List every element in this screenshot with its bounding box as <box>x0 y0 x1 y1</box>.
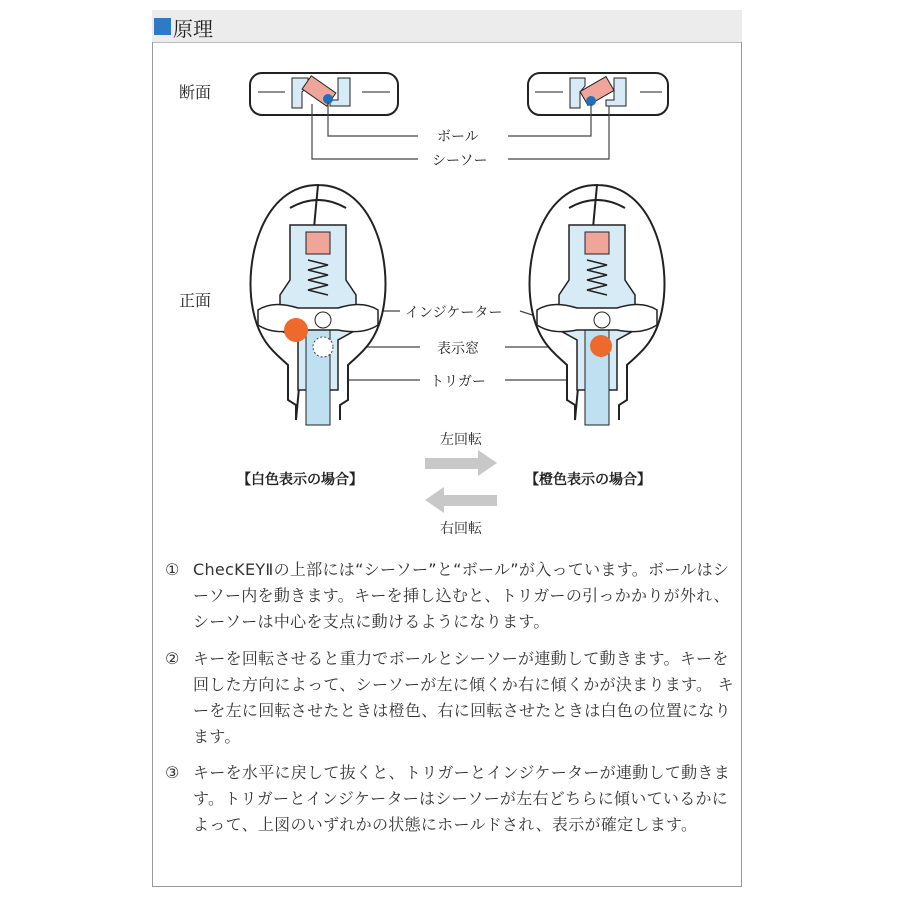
front-view-right <box>530 185 665 425</box>
rotate-right-arrow-icon <box>425 450 497 476</box>
paragraph-2 <box>165 646 735 750</box>
paragraph-number: ③ <box>165 763 180 782</box>
section-title: 原理 <box>173 17 213 41</box>
rotate-left-arrow-icon <box>425 487 497 513</box>
front-label: 正面 <box>179 291 212 310</box>
paragraph-1 <box>165 557 735 635</box>
front-view-left <box>251 185 386 425</box>
trigger-label: トリガー <box>430 374 486 390</box>
white-case-label: 【白色表示の場合】 <box>237 472 363 488</box>
window-label: 表示窓 <box>437 341 479 357</box>
indicator-label: インジケーター <box>405 305 503 321</box>
cross-section-right <box>528 73 668 115</box>
paragraph-number: ② <box>165 649 180 668</box>
rotate-right-label: 右回転 <box>440 521 482 537</box>
ball-label: ボール <box>437 129 479 145</box>
paragraph-3 <box>165 760 735 838</box>
rotate-left-label: 左回転 <box>440 432 482 448</box>
paragraph-number: ① <box>165 560 180 579</box>
cross-section-label: 断面 <box>179 83 212 102</box>
cross-section-left <box>250 73 398 115</box>
paragraph-text: キーを回転させると重力でボールとシーソーが連動して動きます。キーを回した方向によって、シーソーが左に傾くか右に傾くかが決まります。 キーを左に回転させたときは橙色、右に回転させたときは白色の位置になります。 <box>193 649 735 746</box>
orange-case-label: 【橙色表示の場合】 <box>525 472 651 488</box>
paragraph-text: ChecKEYⅡの上部には“シーソー”と“ボール”が入っています。ボールはシーソー内を動きます。キーを挿し込むと、トリガーの引っかかりが外れ、シーソーは中心を支点に動けるようになります。 <box>193 560 730 631</box>
paragraph-text: キーを水平に戻して抜くと、トリガーとインジケーターが連動して動きます。トリガーとインジケーターはシーソーが左右どちらに傾いているかによって、上図のいずれかの状態にホールドされ、表示が確定します。 <box>193 763 731 834</box>
seesaw-label: シーソー <box>432 153 488 169</box>
